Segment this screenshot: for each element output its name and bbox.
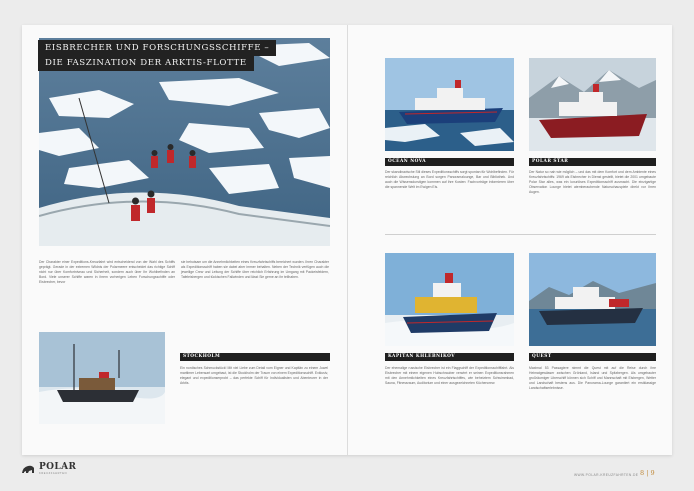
logo-subline: KREUZFAHRTEN: [39, 471, 68, 475]
intro-text-col2: sie behutsam um die Annehmlichkeiten eines Kreuzfahrtschiffs bereichert wurden. Ihren Charakter als Expeditionsschiff haben sie dabei aber immer behalten. Neben der Technik verfügen auch die jeweilige Crew und Leitung der Schiffe über reichlich Erfahrung im Umgang mit Packeisfeldern, Tafeleisbergen und tückischen Fallwinden und lässt Sie gerne an ihr teilhaben.: [181, 260, 329, 280]
section-divider: [385, 234, 656, 235]
footer-url: WWW.POLAR-KREUZFAHRTEN.DE: [574, 473, 639, 477]
ship-text-polar-star: Der Natur so nah wie möglich – und das mit dem Komfort und dem Ambiente eines Kreuzfahrtschiffs: 1969 als Eisbrecher in Dienst gestellt, bietet die 2001 umgebaute Polar Star alles, was ein luxuriöses Expeditionsschiff ausmacht. Die einzigartige Observation Lounge bietet atemberaubende Naturschauspiele direkt vor Ihren Augen.: [529, 170, 656, 195]
ship-text-quest: Maximal 53 Passagiere nimmt die Quest mit auf die Reise durch ihre Heimatgewässer zwischen Grönland, Island und Spitzbergen. Als umgebauter großräumiger Liberschiff können sich Schiff und Mannschaft mit Eisbergen, Wetter und Landschaft bestens aus. Die Panorama-Lounge garantiert ein erstklassige Landschaftserlebnisse.: [529, 366, 656, 391]
polar-logo: [20, 461, 76, 477]
spread-title-line1: EISBRECHER UND FORSCHUNGSSCHIFFE –: [38, 40, 276, 56]
page-spine: [347, 25, 348, 455]
ship-label-stockholm: STOCKHOLM: [180, 353, 330, 361]
ship-text-ocean-nova: Der skandinavische Stil dieses Expeditionsschiffs sorgt spontan für Wohlbefinden. Für reichlich Abwechslung an Bord sorgen Panoramalounge, Bar und Bibliothek. Und auch die Wissensdurstigen kommen auf ihre Kosten: Fachvorträge informieren über die spannende Welt im Ewigen Eis.: [385, 170, 514, 190]
ship-photo-polar-star: [529, 58, 656, 151]
ship-photo-quest: [529, 253, 656, 346]
intro-text-col1: Der Charakter einer Expeditions-Kreuzfahrt wird entscheidend von der Wahl des Schiffs geprägt. Gerade in der extremen Wildnis der Polarmeere entscheidet das richtige Schiff nicht nur über Komfortniveau und Sicherheit, sondern auch über Ihr Wohlbefinden an Bord. Viele unserer Schiffe waren in ihrem vorherigen Leben Forschungsschiffe oder Eisbrecher, bevor: [39, 260, 175, 285]
ship-photo-kapitan-khlebnikov: [385, 253, 514, 346]
ship-label-quest: QUEST: [529, 353, 656, 361]
ship-photo-stockholm: [39, 332, 165, 424]
spread-title-line2: DIE FASZINATION DER ARKTIS-FLOTTE: [38, 55, 254, 71]
polar-bear-icon: [20, 461, 36, 477]
ship-label-kapitan-khlebnikov: KAPITAN KHLEBNIKOV: [385, 353, 514, 361]
ship-label-polar-star: POLAR STAR: [529, 158, 656, 166]
ship-label-ocean-nova: OCEAN NOVA: [385, 158, 514, 166]
ship-text-stockholm: Ein nordisches Schmuckstück! Mit viel Liebe zum Detail vom Eigner und Kapitän zu einem Juwel maritimer Lebensart umgebaut, ist die Stockholm der Traum von einem Expeditionsschiff. Exklusiv, elegant und expeditionserprobt – das perfekte Schiff für Individualisten und Abenteurer in der Arktis.: [180, 366, 328, 386]
ship-photo-ocean-nova: [385, 58, 514, 151]
page-numbers: 8 | 9: [640, 469, 655, 477]
ship-text-kapitan-khlebnikov: Der ehemalige russische Eisbrecher ist ein Flaggschiff der Expeditionsschifffahrt. Als Eisbrecher mit einem eigenen Hubschrauber verwirrt er seinen Expeditionsrahmen mit den Annehmlichkeiten eines Kreuzfahrtschiffes, wie beheiztem Schwimmbad, Sauna, Fitnessraum, Auditorium und einer ausgezeichneten Küchencrew.: [385, 366, 514, 386]
logo-word: POLAR: [39, 461, 77, 472]
